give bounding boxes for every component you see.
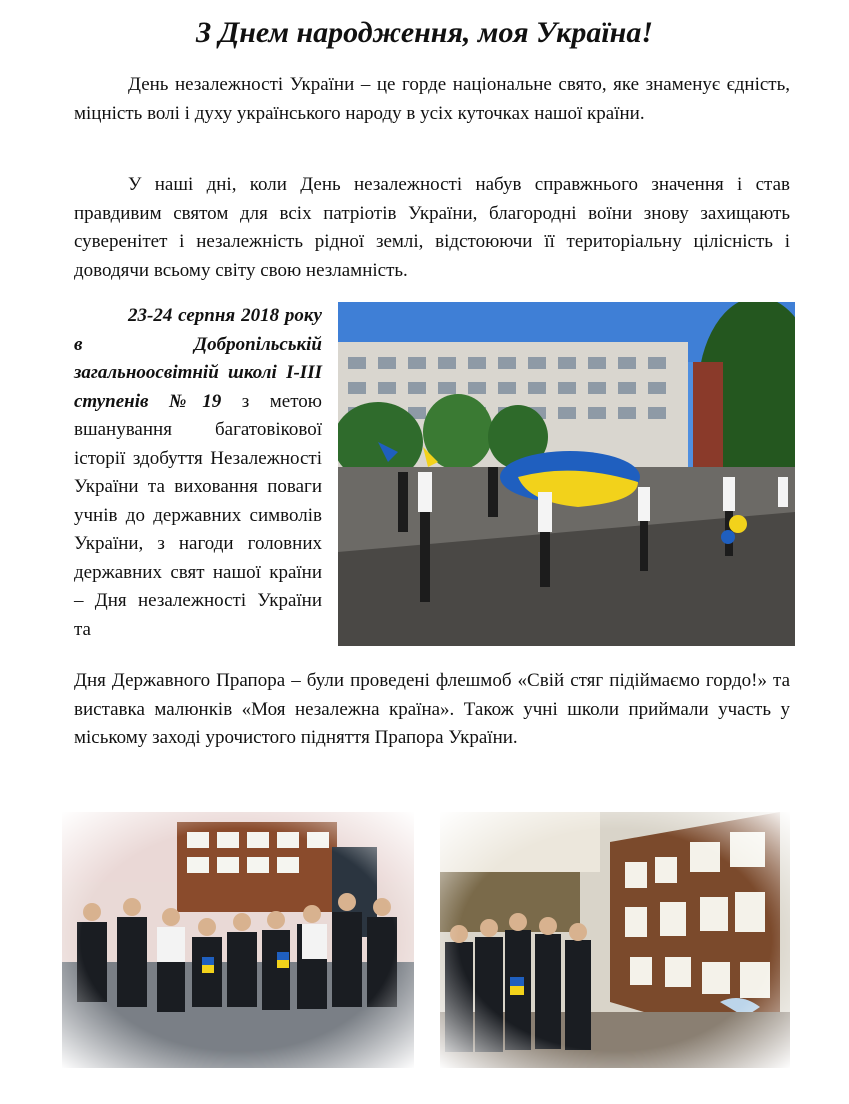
paragraph-3-bottom: Дня Державного Прапора – були проведені флешмоб «Свій стяг підіймаємо гордо!» та виставка малюнків «Моя незалежна країна». Також учні школи приймали участь у міському заході урочистого підняття Прапора України. (74, 670, 790, 748)
paragraph-2: У наші дні, коли День незалежності набув справжнього значення і став правдивим святом для всіх патріотів України, благородні воїни знову захищають суверенітет і незалежність рідної землі, відстоюючи її територіальну цілісність і доводячи всьому світу свою незламність. (74, 174, 790, 281)
paragraph-3-left-text: з метою вшанування багатовікової історії здобуття Незалежності України та виховання поваги учнів до державних символів України, з нагоди головних державних свят нашої країни – Дня незалежності України та (74, 390, 322, 640)
flashmob-photo (338, 302, 795, 646)
exhibition-photo (440, 812, 790, 1068)
paragraph-1: День незалежності України – це горде національне свято, яке знаменує єдність, міцність волі і духу українського народу в усіх куточках нашої країни. (74, 74, 790, 124)
paragraph-3-left (74, 302, 322, 644)
paragraph-3-emphasis: 23-24 серпня 2018 року в Добропільській загальноосвітній школі І-ІІІ ступенів №19 (74, 305, 322, 412)
group-photo (62, 812, 414, 1068)
document-title: З Днем народження, моя Україна! (195, 16, 654, 49)
